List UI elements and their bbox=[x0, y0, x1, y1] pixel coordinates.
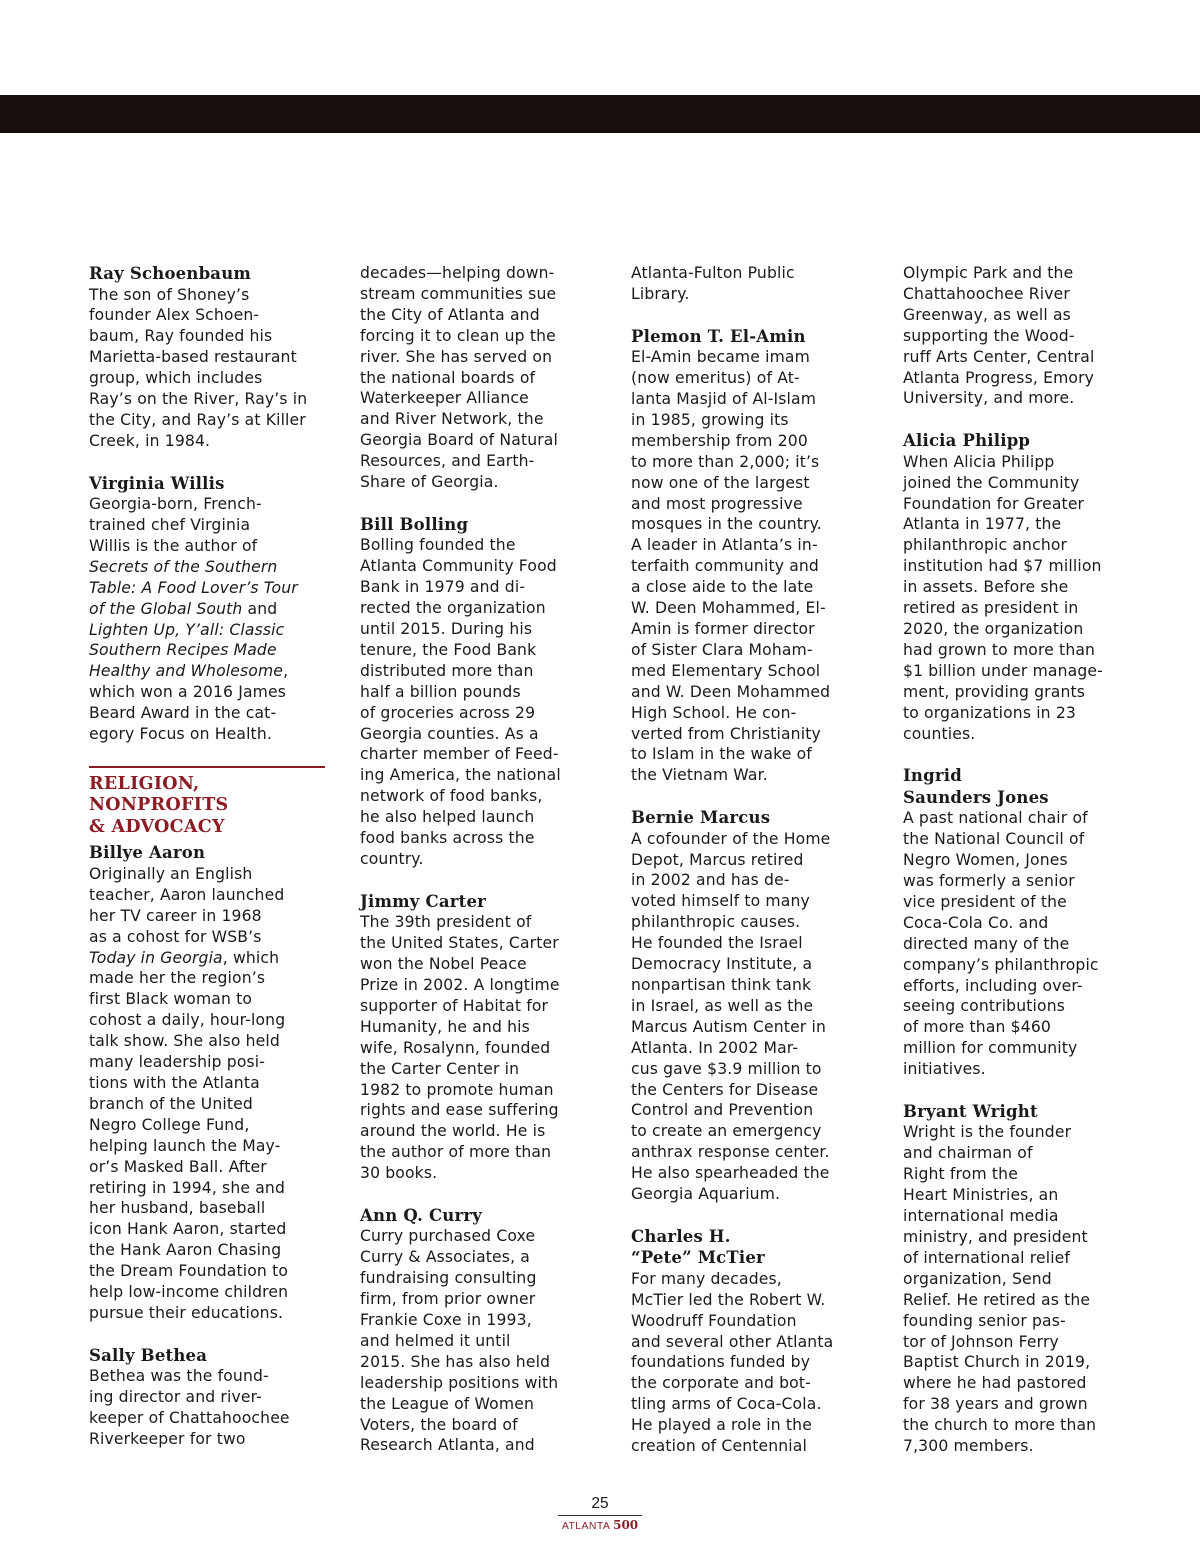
profile-virginia-willis bbox=[89, 473, 311, 745]
profile-ingrid-saunders-jones bbox=[903, 765, 1125, 1080]
profile-text: When Alicia Philipp joined the Community Foundation for Greater Atlanta in 1977, the philanthropic anchor institution had $7 million in assets. Before she retired as president in 2020, the organization had grown to more than $1 billion under manage- ment, providing grants to organizations in 23 counties. bbox=[903, 452, 1103, 743]
book-title: Secrets of the Southern Table: A Food Lover’s Tour of the Global South bbox=[89, 557, 298, 618]
profile-jimmy-carter bbox=[360, 891, 582, 1184]
profile-plemon-el-amin bbox=[631, 326, 853, 787]
profile-ray-schoenbaum bbox=[89, 263, 311, 452]
profile-alicia-philipp bbox=[903, 430, 1125, 744]
profile-text: Curry purchased Coxe Curry & Associates, a fundraising consulting firm, from prior owner Frankie Coxe in 1993, and helmed it until 2015. She has also held leadership positions with the League of Women Voters, the board of Research Atlanta, and bbox=[360, 1227, 559, 1455]
profile-name: Bernie Marcus bbox=[631, 808, 771, 828]
profile-text: El-Amin became imam (now emeritus) of At- lanta Masjid of Al-Islam in 1985, growing its membership from 200 to more than 2,000; it’s now one of the largest and most progressive mosques in the country. A leader in Atlanta’s in- terfaith community and a close aide to the late W. Deen Mohammed, El- Amin is former director of Sister Clara Moham- med Elementary School and W. Deen Mohammed High School. He con- verted from Christianity to Islam in the wake of the Vietnam War. bbox=[631, 348, 831, 785]
text-part: , which won a 2016 James Beard Award in the cat- egory Focus on Health. bbox=[89, 662, 289, 744]
show-title: Today in Georgia bbox=[89, 948, 223, 967]
profile-text: Bolling founded the Atlanta Community Food Bank in 1979 and di- rected the organization until 2015. During his tenure, the Food Bank distributed more than half a billion pounds of groceries across 29 Georgia counties. As a charter member of Feed- ing America, the national network of food banks, he also helped launch food banks across the country. bbox=[360, 536, 561, 868]
column-2 bbox=[360, 263, 582, 1456]
text-part: Georgia-born, French- trained chef Virginia Willis is the author of bbox=[89, 495, 262, 555]
magazine-name: ATLANTA bbox=[561, 1520, 610, 1532]
profile-bill-bolling bbox=[360, 514, 582, 870]
continued-text: Atlanta-Fulton Public Library. bbox=[631, 264, 795, 303]
profile-text: For many decades, McTier led the Robert W. Woodruff Foundation and several other Atlanta foundations funded by the corporate and bot- tling arms of Coca-Cola. He played a role in the creation of Centennial bbox=[631, 1269, 834, 1456]
profile-sally-bethea bbox=[89, 1345, 311, 1450]
profile-text: Bethea was the found- ing director and river- keeper of Chattahoochee Riverkeeper for two bbox=[89, 1367, 290, 1448]
section-heading: RELIGION, NONPROFITS & ADVOCACY bbox=[89, 773, 229, 837]
profile-text: A cofounder of the Home Depot, Marcus retired in 2002 and has de- voted himself to many philanthropic causes. He founded the Israel Democracy Institute, a nonpartisan think tank in Israel, as well as the Marcus Autism Center in Atlanta. In 2002 Mar- cus gave $3.9 million to the Centers for Disease Control and Prevention to create an emergency anthrax response center. He also spearheaded the Georgia Aquarium. bbox=[631, 829, 831, 1204]
profile-text: The son of Shoney’s founder Alex Schoen- baum, Ray founded his Marietta-based restaurant group, which includes Ray’s on the River, Ray’s in the City, and Ray’s at Killer Creek, in 1984. bbox=[89, 285, 308, 450]
text-part: Originally an English teacher, Aaron launched her TV career in 1968 as a cohost for WSB’s bbox=[89, 864, 285, 946]
profile-name: Plemon T. El-Amin bbox=[631, 326, 806, 346]
profile-text: A past national chair of the National Council of Negro Women, Jones was formerly a senior vice president of the Coca-Cola Co. and directed many of the company’s philanthropic efforts, including over- seeing contributions of more than $460 million for community initiatives. bbox=[903, 809, 1099, 1079]
profile-bryant-wright bbox=[903, 1101, 1125, 1457]
profile-billye-aaron bbox=[89, 842, 311, 1323]
profile-name: Ingrid Saunders Jones bbox=[903, 766, 1049, 807]
profile-name: Jimmy Carter bbox=[360, 891, 487, 911]
profile-text: Wright is the founder and chairman of Right from the Heart Ministries, an international media ministry, and president of international relief organization, Send Relief. He retired as the founding senior pas- tor of Johnson Ferry Baptist Church in 2019, where he had pastored for 38 years and grown the church to more than 7,300 members. bbox=[903, 1123, 1097, 1456]
profile-text: The 39th president of the United States, Carter won the Nobel Peace Prize in 2002. A longtime supporter of Habitat for Humanity, he and his wife, Rosalynn, founded the Carter Center in 1982 to promote human rights and ease suffering around the world. He is the author of more than 30 books. bbox=[360, 913, 560, 1183]
column-1 bbox=[89, 263, 311, 1450]
text-part: , which made her the region’s first Black woman to cohost a daily, hour-long talk show. She also held many leadership posi- tions with the Atlanta branch of the United Negro College Fund, helping launch the May- or’s Masked Ball. After retiring in 1994, she and her husband, baseball icon Hank Aaron, started the Hank Aaron Chasing the Dream Foundation to help low-income children pursue their educations. bbox=[89, 948, 289, 1322]
profile-bernie-marcus bbox=[631, 807, 853, 1205]
footer-rule bbox=[558, 1515, 642, 1516]
profile-pete-mctier bbox=[631, 1226, 853, 1457]
page-footer bbox=[540, 1494, 660, 1532]
continued-text: decades—helping down- stream communities sue the City of Atlanta and forcing it to clean up the river. She has served on the national boards of Waterkeeper Alliance and River Network, the Georgia Board of Natural Resources, and Earth- Share of Georgia. bbox=[360, 264, 558, 492]
section-divider bbox=[89, 766, 325, 839]
profile-name: Sally Bethea bbox=[89, 1345, 208, 1365]
profile-name: Bryant Wright bbox=[903, 1101, 1038, 1121]
column-4 bbox=[903, 263, 1125, 1457]
profile-name: Ray Schoenbaum bbox=[89, 264, 252, 283]
profile-name: Alicia Philipp bbox=[903, 431, 1031, 451]
magazine-logo bbox=[540, 1519, 660, 1532]
continued-text: Olympic Park and the Chattahoochee River Greenway, as well as supporting the Wood- ruff Arts Center, Central Atlanta Progress, Emory University, and more. bbox=[903, 264, 1095, 408]
top-color-band bbox=[0, 95, 1200, 133]
profile-name: Ann Q. Curry bbox=[360, 1205, 483, 1225]
page-number: 25 bbox=[591, 1495, 609, 1512]
profile-name: Virginia Willis bbox=[89, 473, 225, 493]
profile-text bbox=[89, 864, 311, 1324]
text-part: and bbox=[247, 599, 278, 618]
profile-name: Bill Bolling bbox=[360, 514, 469, 534]
profile-ann-q-curry bbox=[360, 1205, 582, 1456]
column-3 bbox=[631, 263, 853, 1457]
profile-name: Charles H. “Pete” McTier bbox=[631, 1226, 765, 1268]
profile-name: Billye Aaron bbox=[89, 843, 206, 863]
book-title: Lighten Up, Y’all: Classic Southern Recipes Made Healthy and Wholesome bbox=[89, 620, 285, 681]
issue-mark: 500 bbox=[613, 1518, 639, 1532]
profile-text bbox=[89, 494, 311, 745]
